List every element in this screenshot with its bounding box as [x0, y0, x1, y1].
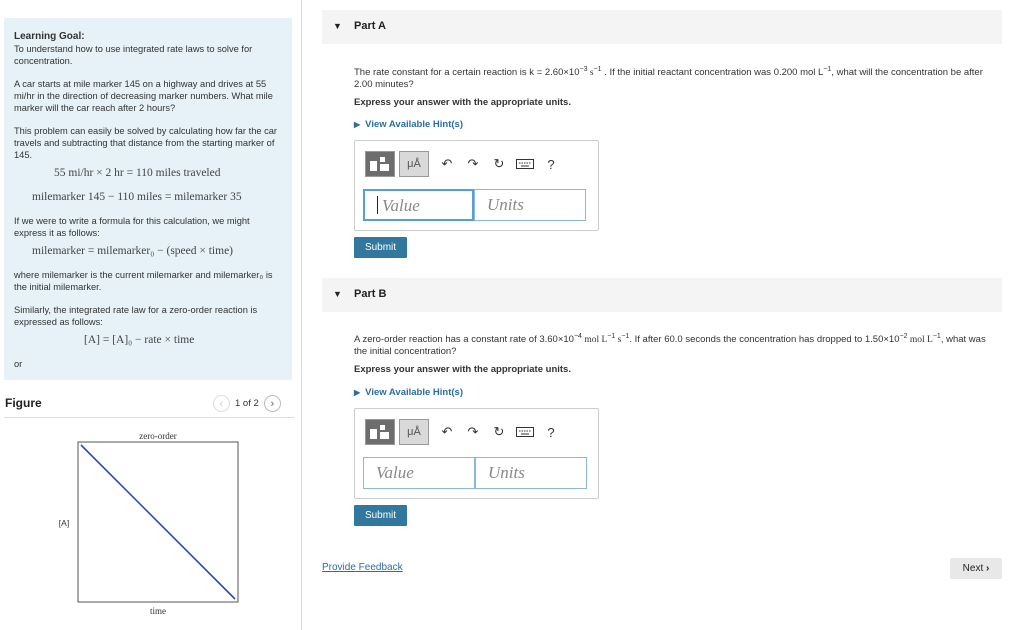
part-b-inputs [363, 457, 587, 489]
chart-ylabel: [A] [58, 518, 70, 528]
equation-distance: 55 mi/hr × 2 hr = 110 miles traveled [54, 167, 221, 179]
part-b-instruction: Express your answer with the appropriate units. [354, 364, 571, 375]
part-a-instruction: Express your answer with the appropriate units. [354, 97, 571, 108]
redo-icon[interactable]: ↷ [467, 156, 479, 171]
explanation-paragraph: This problem can easily be solved by calculating how far the car travels and subtracting that distance from the starting marker of 145. [14, 126, 278, 160]
part-b-submit-button[interactable]: Submit [354, 505, 407, 526]
part-a-header[interactable] [322, 10, 1002, 44]
keyboard-icon[interactable] [513, 419, 537, 445]
caret-down-icon: ▼ [333, 289, 342, 299]
help-icon[interactable]: ? [547, 156, 555, 172]
figure-pager [213, 395, 281, 412]
next-button[interactable]: Next › [950, 558, 1002, 579]
part-a-title: Part A [354, 20, 386, 32]
part-a-answer-box [354, 140, 599, 231]
units-input[interactable]: Units [475, 457, 587, 489]
undo-icon[interactable]: ↶ [441, 156, 453, 171]
value-input[interactable]: Value [363, 457, 475, 489]
learning-goal-title: Learning Goal: [14, 31, 85, 42]
units-input[interactable]: Units [474, 189, 586, 221]
part-a-submit-button[interactable]: Submit [354, 237, 407, 258]
part-b-header[interactable] [322, 278, 1002, 312]
figure-title: Figure [5, 396, 42, 410]
left-panel [0, 0, 302, 630]
part-a-question: The rate constant for a certain reaction is $k = 2.60\times 10^{-3}$ $s^{-1}$ . If the initial reactant concentration was 0.200 mol $L^{-1}$, what will the concentration be after 2.00 minutes? [354, 66, 983, 91]
keyboard-icon[interactable] [513, 151, 537, 177]
caret-right-icon: ▶ [354, 120, 361, 129]
part-b-hint-link[interactable]: ▶ View Available Hint(s) [354, 387, 463, 398]
definition-paragraph: where milemarker is the current milemarker and milemarker₀ is the initial milemarker. [14, 270, 273, 292]
part-b-toolbar [365, 419, 563, 445]
caret-right-icon: ▶ [354, 388, 361, 397]
part-a-inputs [363, 189, 586, 221]
zero-order-chart [50, 425, 250, 620]
templates-icon[interactable] [365, 151, 395, 177]
caret-down-icon: ▼ [333, 21, 342, 31]
chevron-left-icon[interactable]: ‹ [213, 395, 230, 412]
intro-paragraph: A car starts at mile marker 145 on a highway and drives at 55 mi/hr in the direction of decreasing marker numbers. What mile marker will the car reach after 2 hours? [14, 79, 273, 113]
chart-xlabel: time [150, 606, 166, 616]
chart-title: zero-order [139, 431, 177, 441]
units-icon[interactable]: μÅ [399, 419, 429, 445]
rate-law-paragraph: Similarly, the integrated rate law for a zero-order reaction is expressed as follows: [14, 305, 258, 327]
formula-paragraph: If we were to write a formula for this calculation, we might express it as follows: [14, 216, 250, 238]
part-b-title: Part B [354, 288, 387, 300]
equation-zero-order: [A] = [A]₀ − rate × time [84, 334, 195, 346]
units-icon[interactable]: μÅ [399, 151, 429, 177]
help-icon[interactable]: ? [547, 424, 555, 440]
part-a-toolbar [365, 151, 563, 177]
equation-milemarker: milemarker 145 − 110 miles = milemarker 35 [32, 191, 242, 203]
or-text: or [14, 359, 23, 369]
reset-icon[interactable]: ↻ [493, 156, 505, 171]
value-input[interactable]: Value [363, 189, 474, 221]
undo-icon[interactable]: ↶ [441, 424, 453, 439]
equation-milemarker-formula: milemarker = milemarker₀ − (speed × time) [32, 245, 234, 257]
reset-icon[interactable]: ↻ [493, 424, 505, 439]
templates-icon[interactable] [365, 419, 395, 445]
learning-goal-text: To understand how to use integrated rate laws to solve for concentration. [14, 44, 253, 66]
part-b-answer-box [354, 408, 599, 499]
learning-goal-panel [4, 18, 292, 380]
part-a-hint-link[interactable]: ▶ View Available Hint(s) [354, 119, 463, 130]
provide-feedback-link[interactable]: Provide Feedback [322, 562, 403, 573]
chevron-right-icon: › [986, 563, 990, 574]
redo-icon[interactable]: ↷ [467, 424, 479, 439]
pager-text: 1 of 2 [235, 398, 259, 409]
chevron-right-icon[interactable]: › [264, 395, 281, 412]
figure-divider [4, 417, 294, 418]
part-b-question: A zero-order reaction has a constant rate of $3.60\times 10^{-4}$ mol $L^{-1}$ $s^{-1}$. If after 60.0 seconds the concentration has dropped to $1.50\times 10^{-2}$ mol $L^{-1}$, what was the initial concentration? [354, 333, 986, 358]
